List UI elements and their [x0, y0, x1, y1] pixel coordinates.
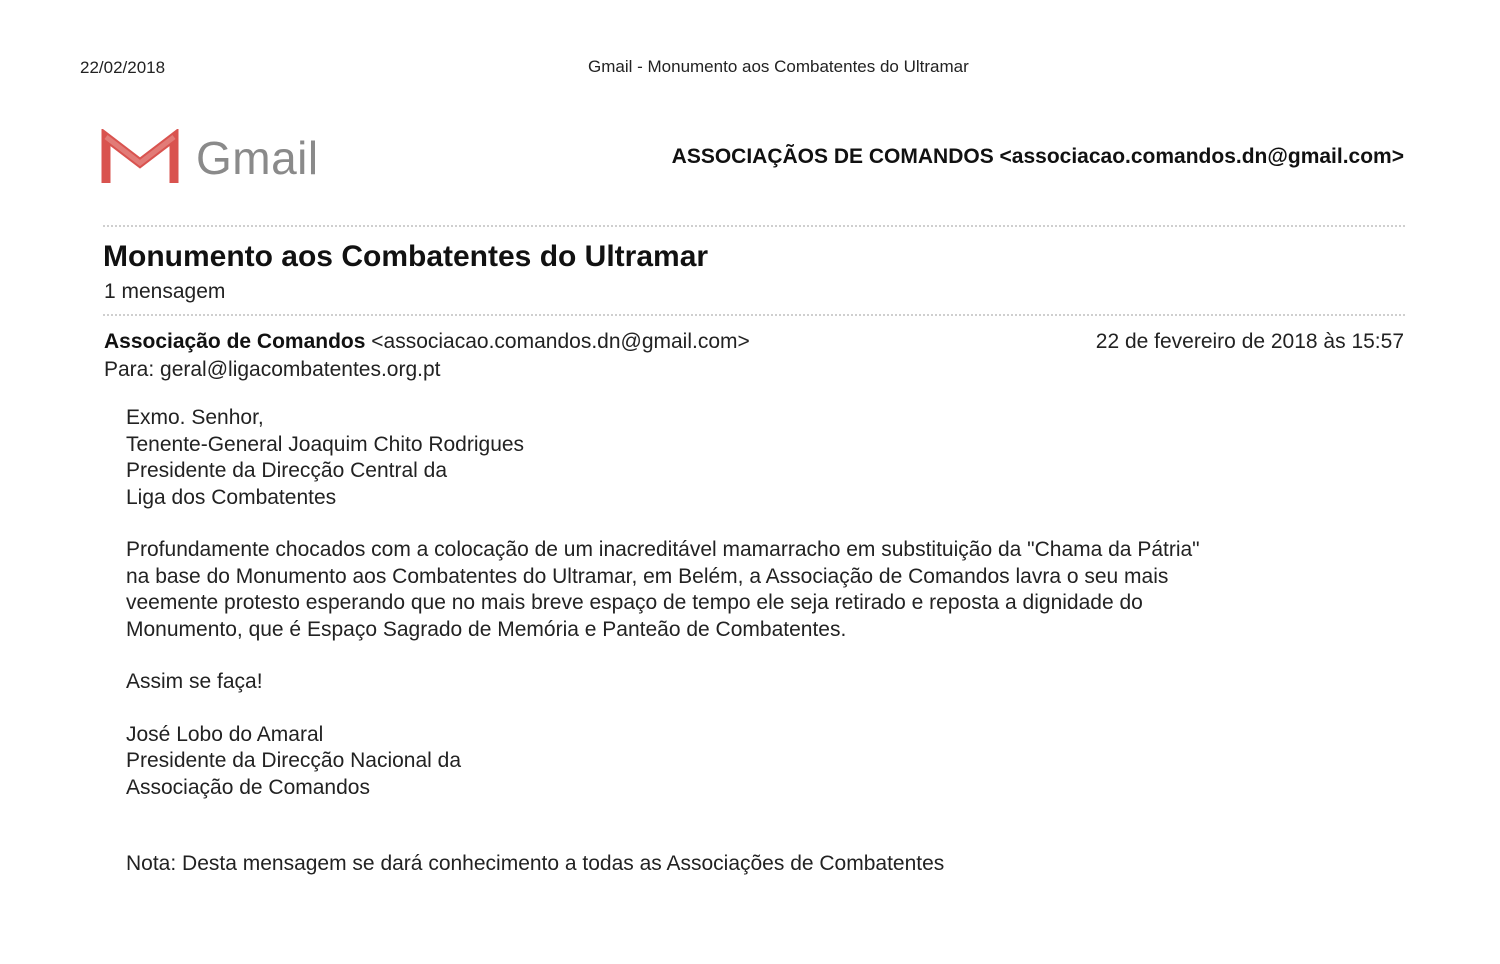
- message-count: 1 mensagem: [104, 280, 226, 303]
- greeting-line: Tenente-General Joaquim Chito Rodrigues: [126, 432, 525, 456]
- paragraph-line: na base do Monumento aos Combatentes do Ultramar, em Belém, a Associação de Comandos lavra o seu mais: [126, 564, 1169, 588]
- paragraph-line: veemente protesto esperando que no mais breve espaço de tempo ele seja retirado e reposta a dignidade do: [126, 591, 1143, 614]
- subject-divider: [103, 314, 1405, 316]
- greeting-line: Exmo. Senhor,: [126, 406, 264, 429]
- paragraph-line: Monumento, que é Espaço Sagrado de Memória e Panteão de Combatentes.: [126, 617, 847, 641]
- gmail-m-icon: [100, 129, 180, 187]
- account-identity: ASSOCIAÇÃOS DE COMANDOS <associacao.comandos.dn@gmail.com>: [671, 145, 1404, 168]
- sender-name: Associação de Comandos: [104, 330, 366, 353]
- signature-line: Presidente da Direcção Nacional da: [126, 749, 462, 772]
- closing: [126, 669, 1386, 696]
- signature-line: José Lobo do Amaral: [126, 722, 324, 746]
- greeting-block: [126, 405, 1386, 511]
- sender-email: <associacao.comandos.dn@gmail.com>: [371, 330, 750, 353]
- sender: [104, 330, 750, 354]
- gmail-wordmark: Gmail: [196, 132, 319, 184]
- closing-line: Assim se faça!: [126, 670, 263, 693]
- message-note: Nota: Desta mensagem se dará conhecimento a todas as Associações de Combatentes: [126, 852, 945, 875]
- main-paragraph: [126, 537, 1386, 643]
- greeting-line: Liga dos Combatentes: [126, 485, 337, 509]
- thread-subject: Monumento aos Combatentes do Ultramar: [103, 240, 709, 273]
- paragraph-line: Profundamente chocados com a colocação de um inacreditável mamarracho em substituição da "Chama da Pátria": [126, 538, 1200, 561]
- signature-line: Associação de Comandos: [126, 775, 370, 799]
- message-body: [126, 405, 1386, 801]
- signature-block: [126, 722, 1386, 802]
- print-title: Gmail - Monumento aos Combatentes do Ultramar: [588, 57, 969, 76]
- recipient: Para: geral@ligacombatentes.org.pt: [104, 358, 441, 381]
- message-date: 22 de fevereiro de 2018 às 15:57: [1095, 330, 1404, 353]
- greeting-line: Presidente da Direcção Central da: [126, 459, 448, 482]
- gmail-logo: [100, 128, 340, 188]
- header-divider: [103, 225, 1405, 227]
- print-date: 22/02/2018: [80, 58, 166, 77]
